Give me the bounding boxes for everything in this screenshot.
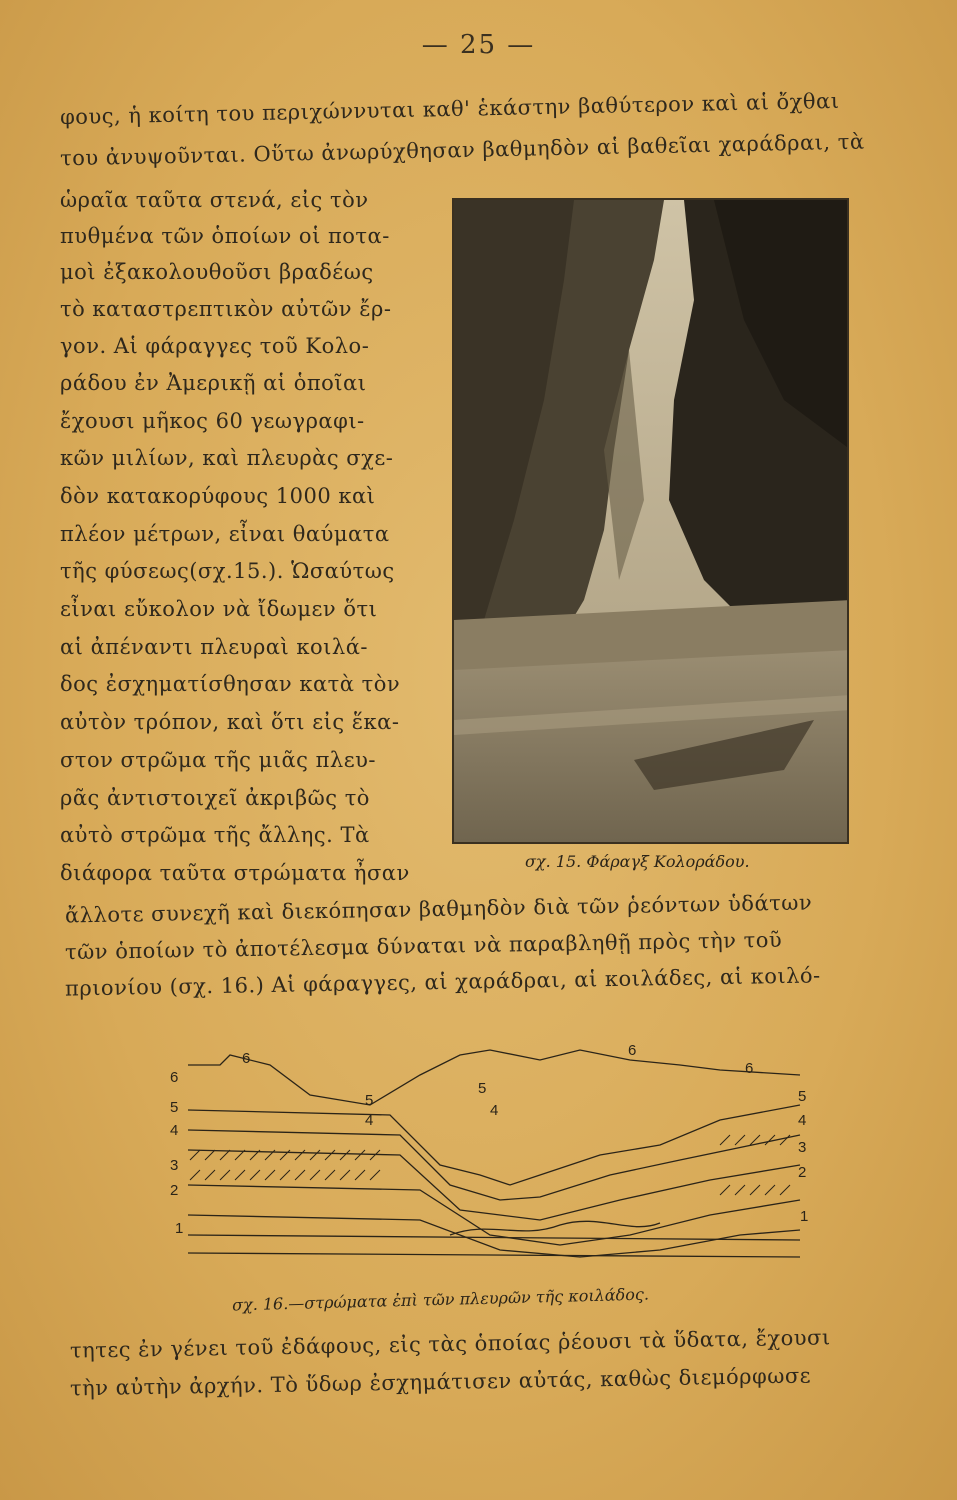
text-line: αἱ ἀπέναντι πλευραὶ κοιλά- — [60, 635, 368, 659]
stratum-label: 6 — [242, 1050, 251, 1067]
text-line: μοὶ ἐξακολουθοῦσι βραδέως — [60, 260, 374, 284]
stratum-label: 5 — [798, 1088, 807, 1105]
text-line: στον στρῶμα τῆς μιᾶς πλευ- — [60, 748, 376, 772]
text-line: του ἀνυψοῦνται. Οὕτω ἀνωρύχθησαν βαθμηδὸν αἱ βαθεῖαι χαράδραι, τὰ — [59, 129, 865, 171]
text-line: ἔχουσι μῆκος 60 γεωγραφι- — [60, 409, 365, 433]
text-line: ρᾶς ἀντιστοιχεῖ ἀκριβῶς τὸ — [60, 786, 370, 810]
stratum-label: 3 — [170, 1157, 179, 1174]
stratum-label: 4 — [170, 1122, 179, 1139]
text-line: ὡραῖα ταῦτα στενά, εἰς τὸν — [60, 188, 369, 212]
text-line: πριονίου (σχ. 16.) Αἱ φάραγγες, αἱ χαράδραι, αἱ κοιλάδες, αἱ κοιλό- — [64, 963, 821, 1001]
stratum-label: 6 — [170, 1069, 179, 1086]
figure-16-caption: σχ. 16.—στρώματα ἐπὶ τῶν πλευρῶν τῆς κοιλάδος. — [231, 1284, 650, 1315]
text-line: τητες ἐν γένει τοῦ ἐδάφους, εἰς τὰς ὁποίας ῥέουσι τὰ ὕδατα, ἔχουσι — [69, 1325, 831, 1363]
text-line: ράδου ἐν Ἀμερικῇ αἱ ὁποῖαι — [60, 371, 367, 395]
stratum-label: 1 — [175, 1220, 184, 1237]
text-line: αὐτὸν τρόπον, καὶ ὅτι εἰς ἕκα- — [60, 710, 400, 734]
stratum-label: 2 — [170, 1182, 179, 1199]
text-line: τῆς φύσεως(σχ.15.). Ὡσαύτως — [60, 559, 395, 583]
canyon-photo — [452, 198, 849, 844]
text-line: φους, ἡ κοίτη του περιχώννυται καθ' ἑκάστην βαθύτερον καὶ αἱ ὄχθαι — [59, 88, 840, 130]
stratum-label: 6 — [628, 1042, 637, 1059]
figure-15-caption: σχ. 15. Φάραγξ Κολοράδου. — [525, 852, 750, 871]
canyon-photo-image — [454, 200, 849, 844]
text-line: δος ἐσχηματίσθησαν κατὰ τὸν — [60, 672, 401, 696]
page-number: — 25 — — [421, 30, 536, 60]
stratum-label: 5 — [170, 1099, 179, 1116]
stratum-label: 4 — [365, 1112, 374, 1129]
text-line: ἄλλοτε συνεχῆ καὶ διεκόπησαν βαθμηδὸν διὰ τῶν ῥεόντων ὑδάτων — [64, 890, 813, 928]
text-line: γον. Αἱ φάραγγες τοῦ Κολο- — [60, 334, 370, 358]
stratum-label: 5 — [365, 1092, 374, 1109]
text-line: τὸ καταστρεπτικὸν αὐτῶν ἔρ- — [60, 297, 392, 321]
text-line: διάφορα ταῦτα στρώματα ἦσαν — [60, 861, 410, 885]
text-line: δὸν κατακορύφους 1000 καὶ — [60, 484, 376, 508]
stratum-label: 4 — [490, 1102, 499, 1119]
text-line: εἶναι εὔκολον νὰ ἴδωμεν ὅτι — [60, 597, 378, 621]
text-line: τῶν ὁποίων τὸ ἀποτέλεσμα δύναται νὰ παραβληθῇ πρὸς τὴν τοῦ — [64, 927, 783, 965]
text-line: πυθμένα τῶν ὁποίων οἱ ποτα- — [60, 224, 390, 248]
text-line: αὐτὸ στρῶμα τῆς ἄλλης. Τὰ — [60, 823, 370, 847]
stratum-label: 2 — [798, 1164, 807, 1181]
stratum-label: 4 — [798, 1112, 807, 1129]
text-line: πλέον μέτρων, εἶναι θαύματα — [60, 522, 390, 546]
stratum-label: 1 — [800, 1208, 809, 1225]
stratum-label: 3 — [798, 1139, 807, 1156]
stratum-label: 6 — [745, 1060, 754, 1077]
text-line: τὴν αὐτὴν ἀρχήν. Τὸ ὕδωρ ἐσχημάτισεν αὐτάς, καθὼς διεμόρφωσε — [69, 1363, 812, 1401]
stratum-label: 5 — [478, 1080, 487, 1097]
text-line: κῶν μιλίων, καὶ πλευρὰς σχε- — [60, 446, 394, 470]
strata-diagram — [160, 1035, 820, 1280]
